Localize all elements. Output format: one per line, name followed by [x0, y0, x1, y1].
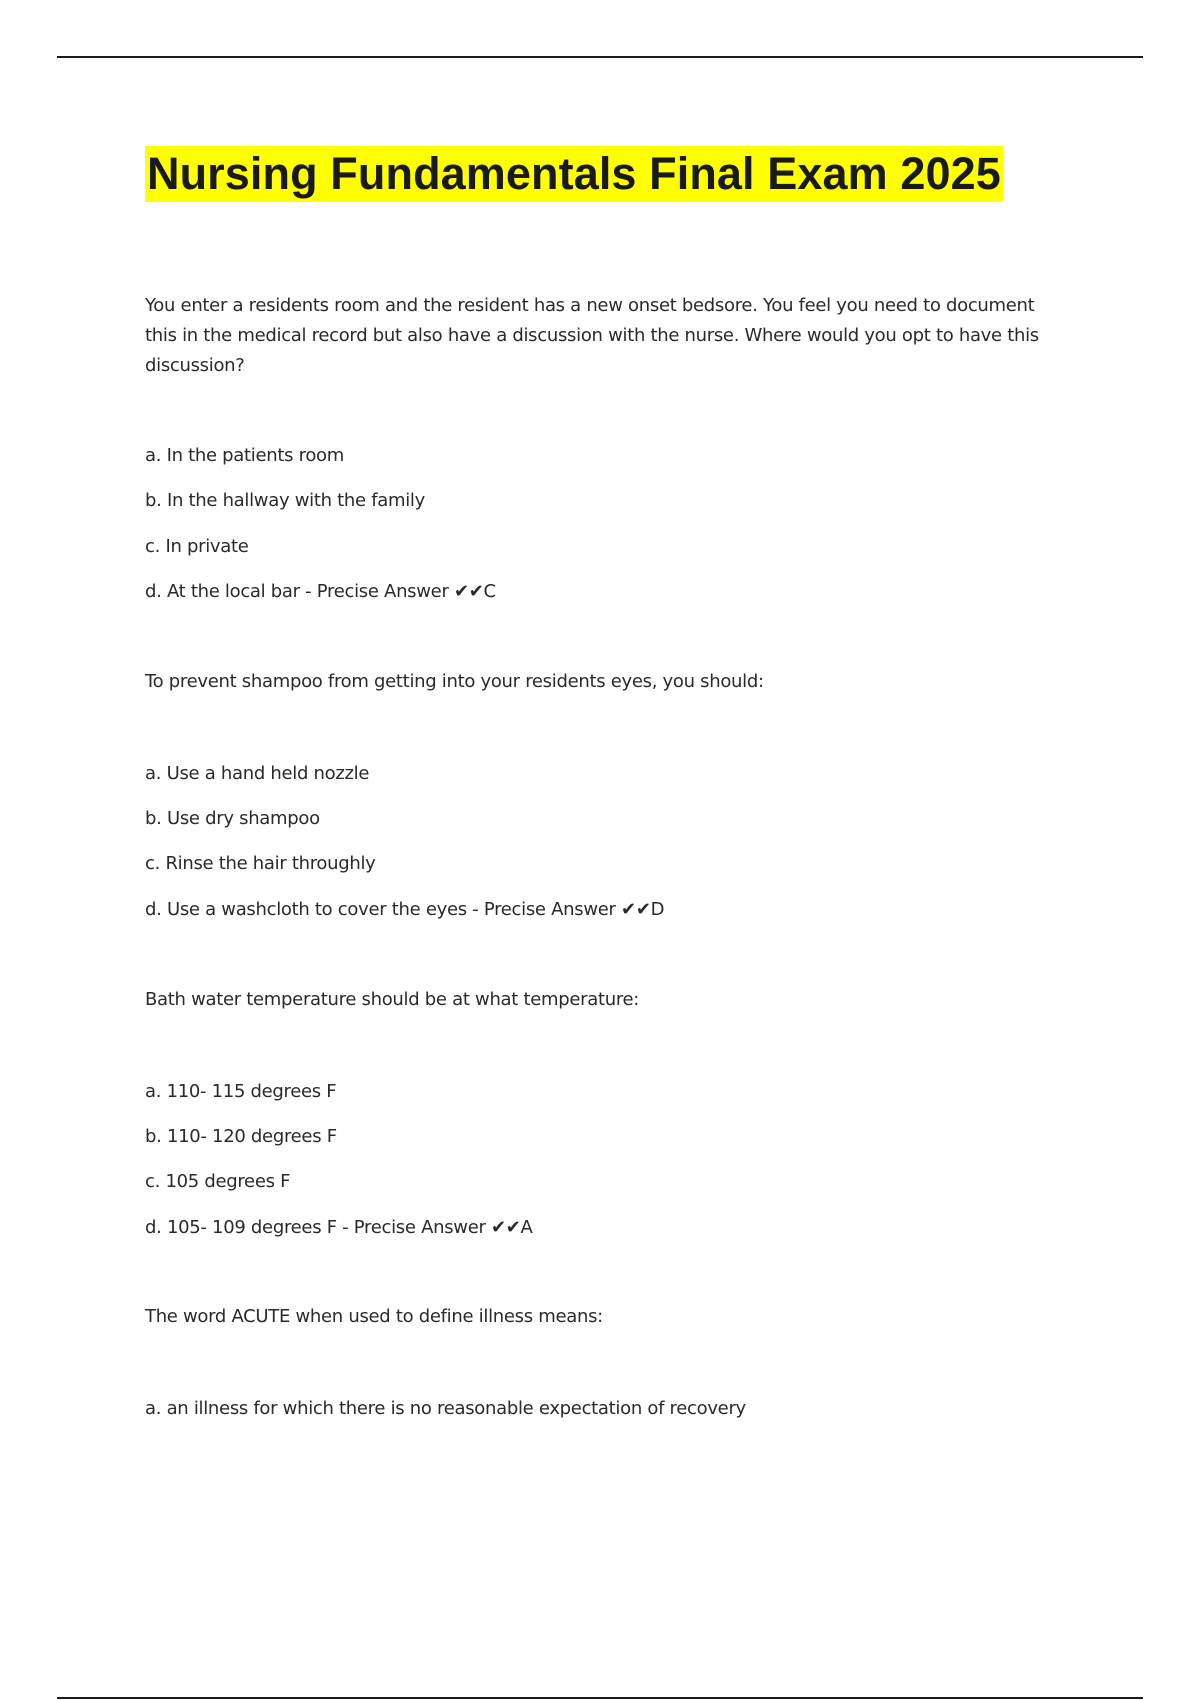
- question-4-option-a: a. an illness for which there is no reasonable expectation of recovery: [145, 1398, 746, 1419]
- question-2-option-a: a. Use a hand held nozzle: [145, 763, 370, 784]
- question-3-option-a: a. 110- 115 degrees F: [145, 1081, 337, 1102]
- question-3-text: Bath water temperature should be at what temperature:: [145, 989, 640, 1010]
- question-2-option-d: d. Use a washcloth to cover the eyes - Precise Answer ✔✔D: [145, 899, 665, 920]
- question-3-option-c: c. 105 degrees F: [145, 1171, 291, 1192]
- footer-rule: [57, 1697, 1143, 1699]
- question-1-option-b: b. In the hallway with the family: [145, 490, 425, 511]
- question-2-option-b: b. Use dry shampoo: [145, 808, 320, 829]
- question-3-option-d: d. 105- 109 degrees F - Precise Answer ✔✔A: [145, 1217, 533, 1238]
- question-2-text: To prevent shampoo from getting into your residents eyes, you should:: [145, 671, 764, 692]
- header-rule: [57, 56, 1143, 58]
- question-1-text: You enter a residents room and the resident has a new onset bedsore. You feel you need to document this in the medical record but also have a discussion with the nurse. Where would you opt to have this discussion?: [145, 295, 1039, 376]
- question-4-text: The word ACUTE when used to define illness means:: [145, 1306, 603, 1327]
- title-block: [145, 146, 1003, 202]
- page-title: Nursing Fundamentals Final Exam 2025: [145, 146, 1003, 202]
- question-2-option-c: c. Rinse the hair throughly: [145, 853, 376, 874]
- question-1-option-a: a. In the patients room: [145, 445, 344, 466]
- question-1-option-c: c. In private: [145, 536, 249, 557]
- question-3-option-b: b. 110- 120 degrees F: [145, 1126, 337, 1147]
- question-1-option-d: d. At the local bar - Precise Answer ✔✔C: [145, 581, 496, 602]
